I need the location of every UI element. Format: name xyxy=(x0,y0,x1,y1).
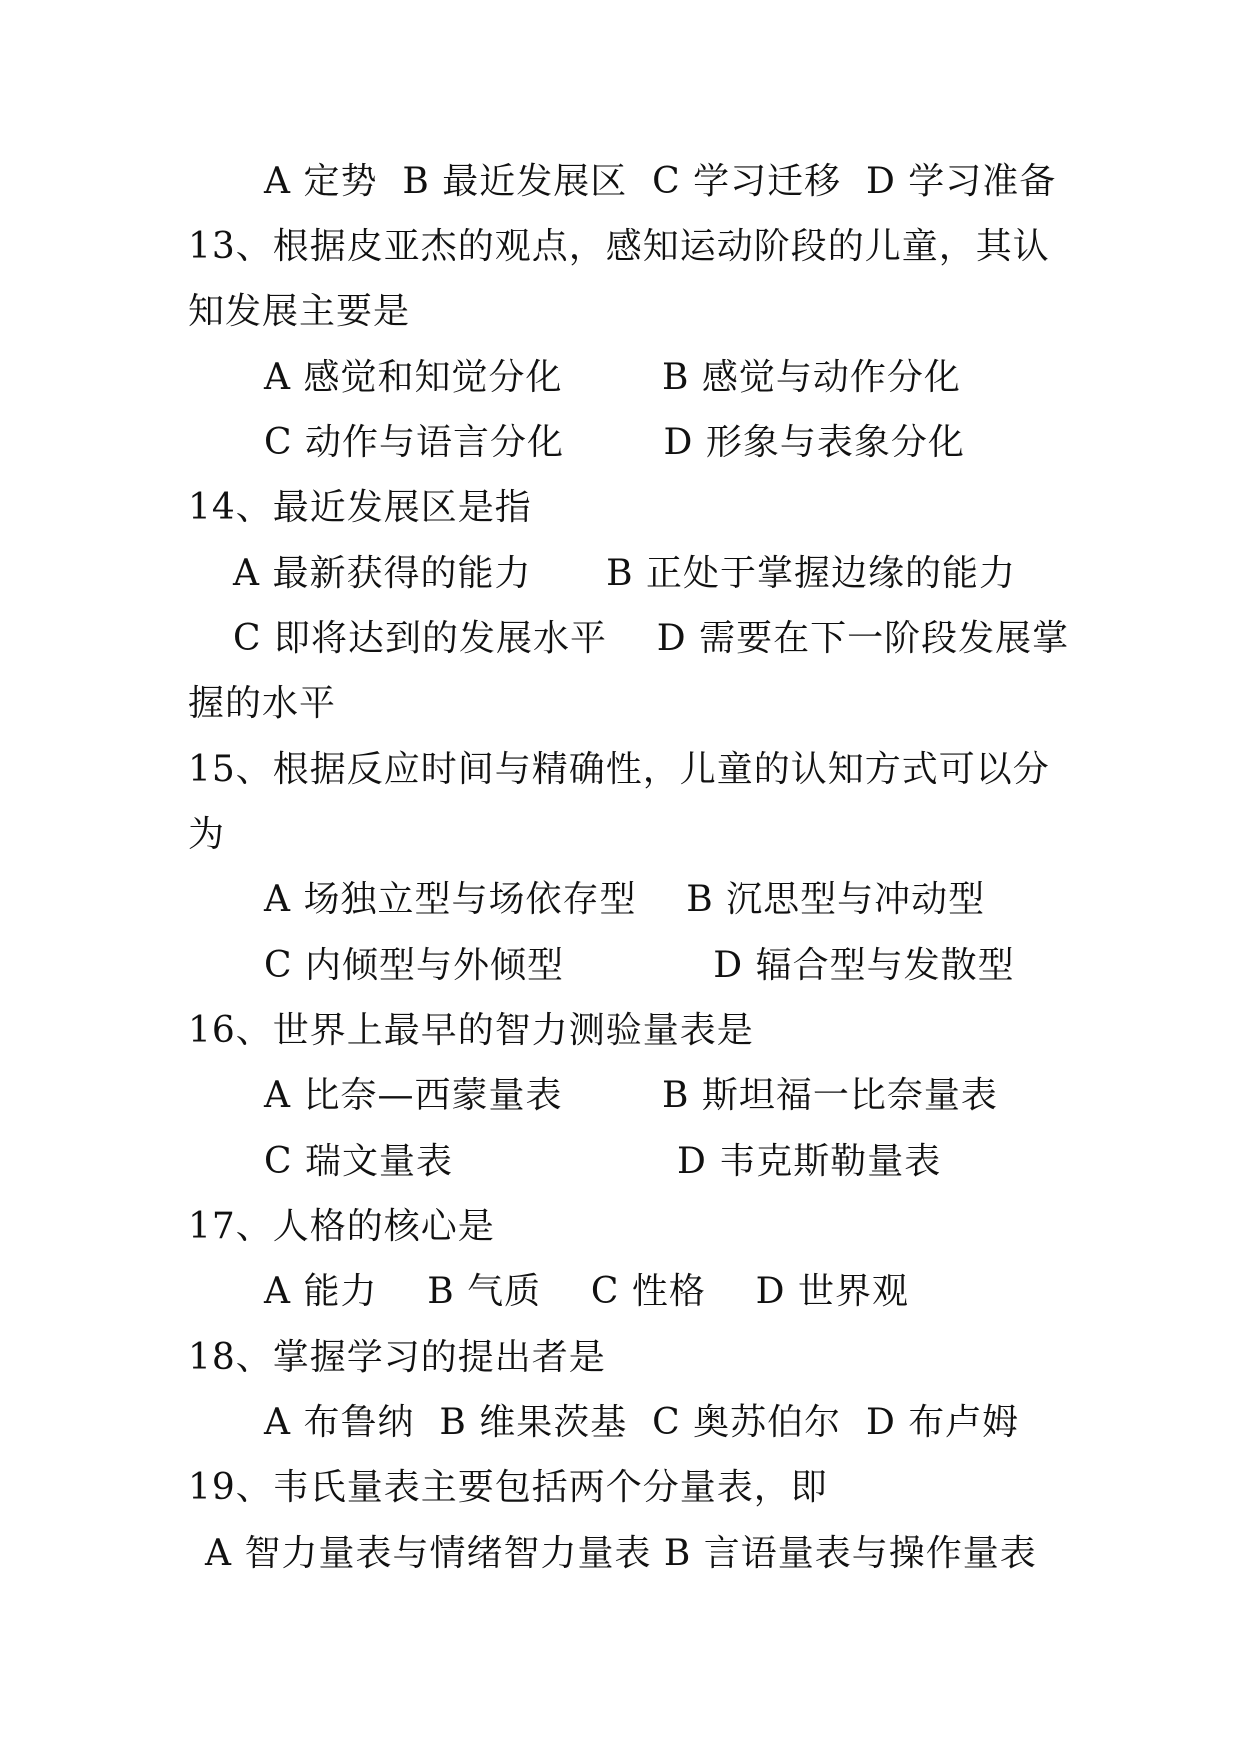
q19-options-line: A 智力量表与情绪智力量表 B 言语量表与操作量表 xyxy=(205,1533,1037,1574)
q14-options-line-1: A 最新获得的能力 B 正处于掌握边缘的能力 xyxy=(233,553,1017,594)
q17-question-line: 17、人格的核心是 xyxy=(188,1206,495,1247)
q13-question-line-1: 13、根据皮亚杰的观点，感知运动阶段的儿童，其认 xyxy=(188,226,1050,267)
q16-options-line-2: C 瑞文量表 D 韦克斯勒量表 xyxy=(264,1141,942,1182)
q18-options-line: A 布鲁纳 B 维果茨基 C 奥苏伯尔 D 布卢姆 xyxy=(264,1402,1020,1443)
q13-options-line-1: A 感觉和知觉分化 B 感觉与动作分化 xyxy=(264,357,961,398)
q17-options-line: A 能力 B 气质 C 性格 D 世界观 xyxy=(264,1271,909,1312)
q14-options-line-3: 握的水平 xyxy=(188,683,337,724)
q18-question-line: 18、掌握学习的提出者是 xyxy=(188,1337,606,1378)
q12-options-line: A 定势 B 最近发展区 C 学习迁移 D 学习准备 xyxy=(264,161,1057,202)
q14-question-line: 14、最近发展区是指 xyxy=(188,487,532,528)
q13-options-line-2: C 动作与语言分化 D 形象与表象分化 xyxy=(264,422,965,463)
q15-question-line-1: 15、根据反应时间与精确性，儿童的认知方式可以分 xyxy=(188,749,1050,790)
q15-options-line-1: A 场独立型与场依存型 B 沉思型与冲动型 xyxy=(264,879,986,920)
q16-options-line-1: A 比奈—西蒙量表 B 斯坦福一比奈量表 xyxy=(264,1075,998,1116)
q14-options-line-2: C 即将达到的发展水平 D 需要在下一阶段发展掌 xyxy=(233,618,1070,659)
q16-question-line: 16、世界上最早的智力测验量表是 xyxy=(188,1010,754,1051)
q19-question-line: 19、韦氏量表主要包括两个分量表，即 xyxy=(188,1467,828,1508)
q13-question-line-2: 知发展主要是 xyxy=(188,291,411,332)
q15-question-line-2: 为 xyxy=(188,814,226,855)
q15-options-line-2: C 内倾型与外倾型 D 辐合型与发散型 xyxy=(264,945,1015,986)
